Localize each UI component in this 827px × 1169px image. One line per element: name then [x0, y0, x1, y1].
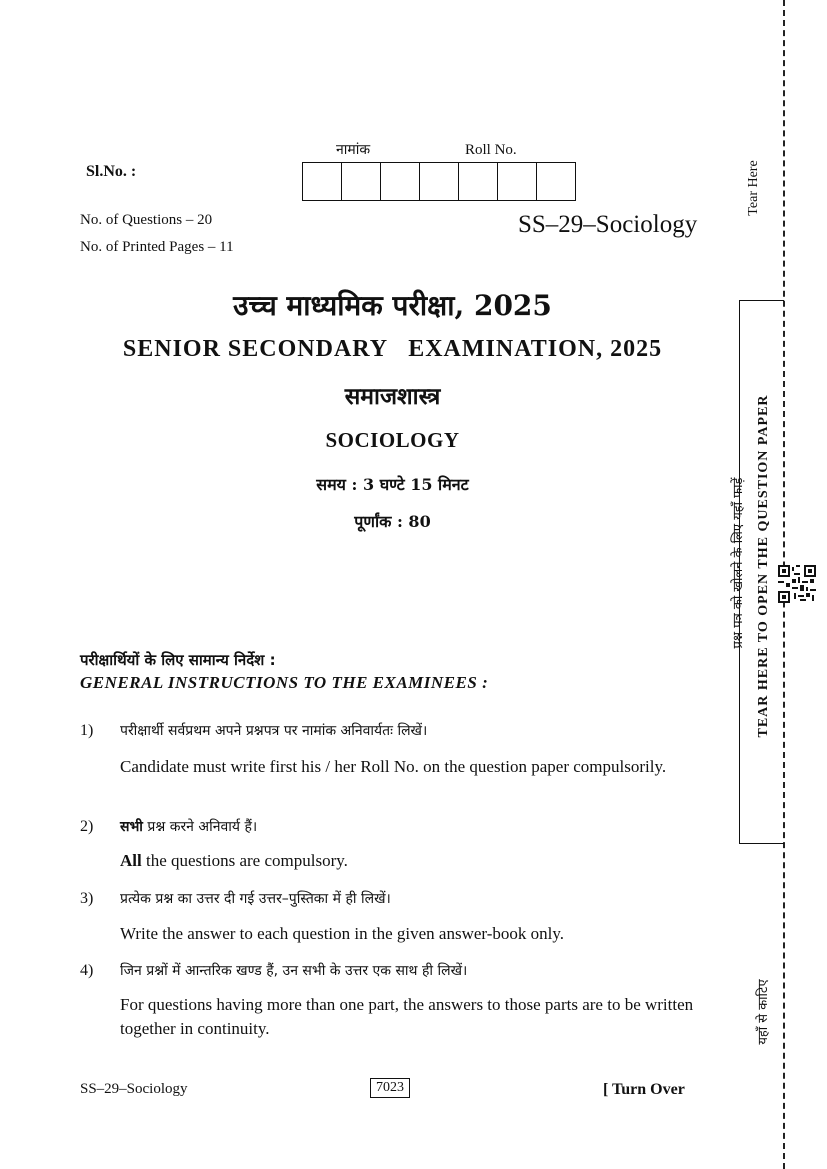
subject-title: SOCIOLOGY — [325, 428, 460, 452]
tear-here-label: Tear Here — [746, 160, 761, 216]
page-code-box: 7023 — [370, 1078, 410, 1098]
serial-number-label: Sl.No. : — [86, 163, 137, 180]
turn-over-label: [ Turn Over — [603, 1081, 685, 1098]
roll-number-boxes — [302, 162, 576, 201]
roll-digit-box[interactable] — [498, 163, 537, 200]
number-of-questions: No. of Questions – 20 — [80, 212, 213, 228]
tear-instruction-hindi: प्रश्न पत्र को खोलने के लिए यहाँ फाड़ें — [731, 477, 746, 649]
instruction-hindi: परीक्षार्थी सर्वप्रथम अपने प्रश्नपत्र पर नामांक अनिवार्यतः लिखें। — [120, 723, 428, 739]
number-of-pages: No. of Printed Pages – 11 — [80, 239, 234, 255]
instruction-number: 4) — [80, 962, 94, 979]
instruction-english: For questions having more than one part, the answers to those parts are to be written together in continuity. — [120, 995, 694, 1038]
roll-number-label-hindi: नामांक — [336, 142, 371, 158]
roll-digit-box[interactable] — [303, 163, 342, 200]
exam-duration: समय : 3 घण्टे 15 मिनट — [316, 475, 469, 494]
roll-digit-box[interactable] — [459, 163, 498, 200]
subject-title-hindi: समाजशास्त्र — [344, 383, 441, 410]
instruction-number: 1) — [80, 722, 94, 739]
maximum-marks: पूर्णांक : 80 — [354, 512, 431, 531]
paper-code: SS–29–Sociology — [518, 211, 698, 238]
roll-digit-box[interactable] — [381, 163, 420, 200]
instructions-heading: GENERAL INSTRUCTIONS TO THE EXAMINEES : — [80, 673, 489, 692]
roll-digit-box[interactable] — [342, 163, 381, 200]
instruction-number: 2) — [80, 818, 94, 835]
instructions-heading-hindi: परीक्षार्थियों के लिए सामान्य निर्देश : — [80, 651, 276, 669]
cut-here-label-hindi: यहाँ से काटिए — [756, 979, 771, 1045]
roll-digit-box[interactable] — [537, 163, 575, 200]
roll-number-label: Roll No. — [465, 142, 517, 158]
instruction-english: Candidate must write first his / her Roll No. on the question paper compulsorily. — [120, 757, 667, 776]
qr-code-icon — [778, 565, 816, 603]
exam-title: SENIOR SECONDARY EXAMINATION, 2025 — [122, 336, 663, 362]
instruction-hindi: सभी प्रश्न करने अनिवार्य हैं। — [120, 819, 258, 835]
instruction-number: 3) — [80, 890, 94, 907]
tear-instruction: TEAR HERE TO OPEN THE QUESTION PAPER — [756, 394, 771, 738]
exam-title-hindi: उच्च माध्यमिक परीक्षा, 2025 — [233, 289, 552, 322]
instruction-english: All the questions are compulsory. — [120, 851, 348, 870]
roll-digit-box[interactable] — [420, 163, 459, 200]
instruction-english: Write the answer to each question in the given answer-book only. — [120, 924, 564, 943]
instruction-hindi: प्रत्येक प्रश्न का उत्तर दी गई उत्तर–पुस्तिका में ही लिखें। — [120, 891, 391, 907]
footer-paper-code: SS–29–Sociology — [80, 1081, 188, 1097]
instruction-hindi: जिन प्रश्नों में आन्तरिक खण्ड हैं, उन सभी के उत्तर एक साथ ही लिखें। — [120, 963, 468, 979]
